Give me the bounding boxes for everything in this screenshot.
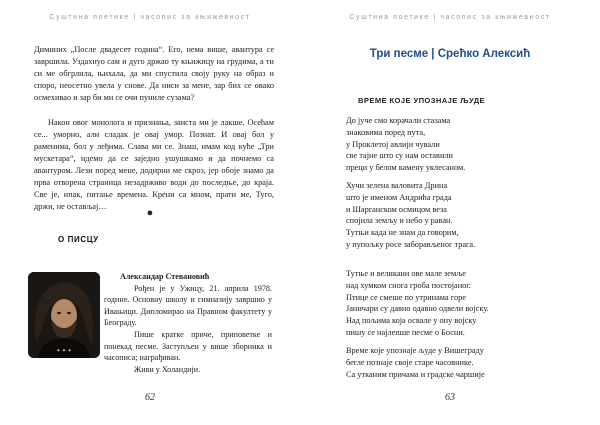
- story-paragraph-2: [34, 117, 274, 213]
- running-head-right: Суштина поетике | часопис за књижевност: [349, 14, 551, 21]
- poem-line: пишу се најлепше песме о Босни.: [346, 327, 465, 337]
- author-bio: [104, 271, 272, 375]
- author-photo: [28, 272, 100, 358]
- poem-line: Време које упознаје људе у Вишеграду: [346, 346, 484, 355]
- poem-stanza-4: [346, 345, 586, 380]
- poem-line: Тутњи када не знам да говорим,: [346, 228, 459, 238]
- poem-line: преци у белом камену уклесаном.: [346, 163, 466, 173]
- paragraph-1-text: Диминих „После двадесет година“. Его, нема више, авантура се завршила. Уздахнуо сам и дуго држао ту књижицу на грудима, а ти си ме обгрлила, њихала, да ми спустила своју руку на образ и споро, неосетно увела у снове. Да ниси за мене, зар бих се овако осмехивао и зар би ми се очи пуниле сузама?: [34, 45, 274, 102]
- page-number-left: 62: [145, 392, 155, 403]
- about-author-heading: О ПИСЦУ: [58, 235, 99, 244]
- poem-line: До јуче смо корачали стазама: [346, 116, 451, 125]
- poem-line: и Шарганском осмицом веза: [346, 204, 447, 214]
- page-number-right: 63: [445, 392, 455, 403]
- poem-line: бегле познаје своје старе часовнике.: [346, 357, 474, 367]
- bio-writing: Пише кратке приче, приповетке и понекад песме. Заступљен у више зборника и часописа; награђиван.: [104, 329, 272, 363]
- poem-line: у Проклетој авлији чували: [346, 139, 440, 149]
- poem-title: ВРЕМЕ КОЈЕ УПОЗНАЈЕ ЉУДЕ: [358, 96, 485, 105]
- bio-residence: Живи у Холандији.: [134, 364, 201, 374]
- poem-line: што је именом Андрића града: [346, 192, 452, 202]
- poem-line: Хучи зелена валовита Дрина: [346, 181, 448, 190]
- poem-line: знаковима поред пута,: [346, 127, 426, 137]
- poem-line: у пупољку росе заборављеног трага.: [346, 239, 476, 249]
- poem-stanza-2: [346, 180, 586, 251]
- right-page: [300, 0, 600, 425]
- poem-stanza-1: [346, 115, 586, 174]
- author-portrait-icon: [28, 272, 100, 358]
- poem-line: спојила земљу и небо у раван.: [346, 216, 453, 226]
- author-name: Александар Стевановић: [120, 272, 210, 281]
- section-bullet: ●: [146, 207, 154, 219]
- running-head-left: Суштина поетике | часопис за књижевност: [49, 14, 251, 21]
- story-paragraph-1: [34, 44, 274, 104]
- section-title: Три песме | Срећко Алексић: [369, 48, 531, 60]
- poem-line: све тајне што су нам оставили: [346, 151, 453, 161]
- poem-line: над хумком снога гроба постојаног.: [346, 280, 471, 290]
- svg-text:✦ ✦ ✦: ✦ ✦ ✦: [56, 348, 72, 354]
- paragraph-2-text: Након овог монолога и признања, заиста ми је лакше. Осећам се... уморно, али сладак је овај умор. Познат. И овај бол у раменима, бол у леђима. Слава ми се. Знаш, имам код куће „Три мускетара“, идемо да се заједно ушушкамо и да почнемо са авантуром. Лези поред мене, додирни ме скроз, јер обоје знамо да прва отворена страница незадрживо води до последње, до краја. Све је, ипак, питање времена. Крени са мном, прати ме, Туго, држи, не остављај…: [34, 118, 274, 211]
- poem-line: Са утканим причама и градске чаршије: [346, 369, 485, 379]
- poem-line: Птице се смеше по утринама горе: [346, 292, 466, 302]
- bio-birth: Рођен је у Ужицу, 21. априла 1978. године. Основну школу и гимназију завршио у Ивањици. Дипломирао на Правном факултету у Београду.: [104, 283, 272, 328]
- poem-stanza-3: [346, 268, 586, 339]
- poem-line: Тутње и великани ове мале земље: [346, 269, 466, 278]
- poem-line: Јаничари су давно одавно одвели војску.: [346, 304, 489, 314]
- poem-line: Над пољима која освале у ону војску: [346, 316, 477, 326]
